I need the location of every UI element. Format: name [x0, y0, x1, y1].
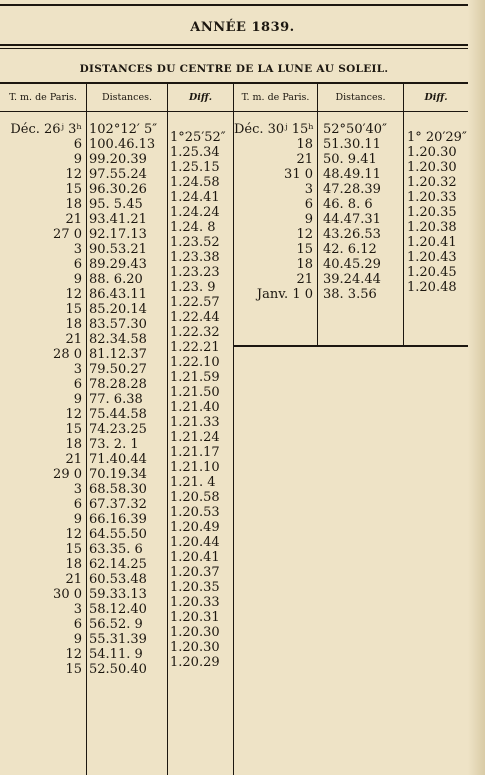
- left-distance-cell: 73. 2. 1: [89, 437, 139, 452]
- left-distance-cell: 85.20.14: [89, 302, 147, 317]
- left-diff-cell: 1.21.10: [170, 460, 220, 475]
- left-diff-cell: 1.21.33: [170, 415, 220, 430]
- left-distance-cell: 75.44.58: [89, 407, 147, 422]
- left-diff-cell: 1.22.57: [170, 295, 220, 310]
- right-diff-cell: 1.20.41: [407, 235, 457, 250]
- right-diff-cell: 1.20.48: [407, 280, 457, 295]
- right-time-cell: 12: [296, 227, 313, 242]
- left-distance-cell: 71.40.44: [89, 452, 147, 467]
- left-distance-cell: 100.46.13: [89, 137, 156, 152]
- left-distance-cell: 93.41.21: [89, 212, 147, 227]
- left-time-header: T. m. de Paris.: [9, 92, 77, 103]
- right-time-cell: 18: [296, 137, 313, 152]
- left-time-cell: 3: [73, 602, 82, 617]
- left-time-cell: 3: [73, 362, 82, 377]
- left-diff-cell: 1.20.30: [170, 625, 220, 640]
- left-diff-column: [167, 130, 233, 685]
- left-time-cell: 12: [65, 167, 82, 182]
- right-time-cell: 21: [296, 152, 313, 167]
- right-time-cell: 3: [304, 182, 313, 197]
- left-time-cell: 9: [73, 632, 82, 647]
- left-time-cell: 6: [73, 377, 82, 392]
- left-distance-cell: 66.16.39: [89, 512, 147, 527]
- right-diff-cell: 1.20.43: [407, 250, 457, 265]
- left-diff-cell: 1.20.37: [170, 565, 220, 580]
- left-time-cell: 15: [65, 422, 82, 437]
- right-diff-cell: 1.20.33: [407, 190, 457, 205]
- left-diff-cell: 1.21.40: [170, 400, 220, 415]
- left-diff-cell: 1.23. 9: [170, 280, 216, 295]
- left-diff-cell: 1.20.58: [170, 490, 220, 505]
- left-time-cell: 15: [65, 542, 82, 557]
- left-diff-cell: 1.22.44: [170, 310, 220, 325]
- left-time-cell: 18: [65, 317, 82, 332]
- right-time-cell: 9: [304, 212, 313, 227]
- left-diff-cell: 1.23.38: [170, 250, 220, 265]
- left-distance-cell: 55.31.39: [89, 632, 147, 647]
- right-diff-cell: 1.20.30: [407, 160, 457, 175]
- left-time-cell: 12: [65, 647, 82, 662]
- title-rule-thick: [0, 44, 468, 46]
- left-distance-cell: 70.19.34: [89, 467, 147, 482]
- right-distance-cell: 50. 9.41: [323, 152, 377, 167]
- right-distance-cell: 47.28.39: [323, 182, 381, 197]
- left-diff-cell: 1.20.44: [170, 535, 220, 550]
- left-distance-cell: 102°12′ 5″: [89, 122, 158, 137]
- left-distance-cell: 81.12.37: [89, 347, 147, 362]
- right-time-column: [234, 122, 313, 302]
- header-rule-top: [0, 82, 468, 84]
- header-rule-bottom: [0, 111, 468, 112]
- left-diff-cell: 1.20.31: [170, 610, 220, 625]
- right-time-cell: 6: [304, 197, 313, 212]
- left-diff-cell: 1°25′52″: [170, 130, 226, 145]
- left-time-cell: 21: [65, 452, 82, 467]
- left-distance-cell: 58.12.40: [89, 602, 147, 617]
- left-diff-cell: 1.25.15: [170, 160, 220, 175]
- left-time-cell: 9: [73, 272, 82, 287]
- left-distance-cell: 86.43.11: [89, 287, 147, 302]
- left-diff-cell: 1.20.41: [170, 550, 220, 565]
- left-time-cell: 9: [73, 392, 82, 407]
- right-diff-header: Diff.: [424, 92, 448, 103]
- left-distance-cell: 97.55.24: [89, 167, 147, 182]
- left-diff-cell: 1.23.52: [170, 235, 220, 250]
- left-diff-cell: 1.20.35: [170, 580, 220, 595]
- left-distance-cell: 67.37.32: [89, 497, 147, 512]
- bleed-through-texture: [240, 345, 468, 775]
- left-distance-cell: 96.30.26: [89, 182, 147, 197]
- left-distance-cell: 89.29.43: [89, 257, 147, 272]
- left-distance-cell: 62.14.25: [89, 557, 147, 572]
- right-time-cell: 18: [296, 257, 313, 272]
- right-distance-header: Distances.: [335, 92, 386, 103]
- left-time-cell: 12: [65, 527, 82, 542]
- left-diff-cell: 1.24. 8: [170, 220, 216, 235]
- right-time-cell: Déc. 30ʲ 15ʰ: [234, 122, 314, 137]
- left-diff-cell: 1.20.30: [170, 640, 220, 655]
- right-distance-cell: 39.24.44: [323, 272, 381, 287]
- right-diff-cell: 1.20.30: [407, 145, 457, 160]
- right-diff-cell: 1.20.35: [407, 205, 457, 220]
- left-distance-cell: 68.58.30: [89, 482, 147, 497]
- left-distance-cell: 64.55.50: [89, 527, 147, 542]
- right-distance-cell: 46. 8. 6: [323, 197, 373, 212]
- left-distance-cell: 56.52. 9: [89, 617, 143, 632]
- left-diff-cell: 1.22.21: [170, 340, 220, 355]
- left-time-cell: Déc. 26ʲ 3ʰ: [10, 122, 82, 137]
- left-distance-cell: 63.35. 6: [89, 542, 143, 557]
- left-diff-cell: 1.23.23: [170, 265, 220, 280]
- left-distance-cell: 74.23.25: [89, 422, 147, 437]
- left-time-cell: 6: [73, 497, 82, 512]
- top-rule: [0, 4, 468, 6]
- right-distance-cell: 51.30.11: [323, 137, 381, 152]
- right-distance-column: [317, 122, 403, 302]
- left-distance-cell: 78.28.28: [89, 377, 147, 392]
- left-time-column: [0, 122, 82, 677]
- left-diff-cell: 1.24.24: [170, 205, 220, 220]
- right-time-header: T. m. de Paris.: [241, 92, 310, 103]
- left-time-cell: 29 0: [53, 467, 82, 482]
- left-time-cell: 3: [73, 482, 82, 497]
- left-diff-cell: 1.24.41: [170, 190, 220, 205]
- left-distance-cell: 95. 5.45: [89, 197, 143, 212]
- left-time-cell: 12: [65, 287, 82, 302]
- left-distance-cell: 54.11. 9: [89, 647, 143, 662]
- right-diff-cell: 1° 20′29″: [407, 130, 467, 145]
- right-diff-cell: 1.20.32: [407, 175, 457, 190]
- right-distance-cell: 52°50′40″: [323, 122, 387, 137]
- left-time-cell: 18: [65, 197, 82, 212]
- right-diff-cell: 1.20.38: [407, 220, 457, 235]
- right-time-cell: 15: [296, 242, 313, 257]
- left-distance-cell: 99.20.39: [89, 152, 147, 167]
- left-time-cell: 21: [65, 572, 82, 587]
- left-time-cell: 15: [65, 662, 82, 677]
- left-diff-cell: 1.22.10: [170, 355, 220, 370]
- left-diff-cell: 1.21.50: [170, 385, 220, 400]
- left-distance-header: Distances.: [102, 92, 152, 103]
- right-distance-cell: 48.49.11: [323, 167, 381, 182]
- left-diff-cell: 1.20.33: [170, 595, 220, 610]
- left-diff-cell: 1.20.29: [170, 655, 220, 670]
- left-diff-cell: 1.25.34: [170, 145, 220, 160]
- left-diff-cell: 1.21.59: [170, 370, 220, 385]
- right-distance-cell: 44.47.31: [323, 212, 381, 227]
- left-time-cell: 21: [65, 332, 82, 347]
- left-diff-cell: 1.21.17: [170, 445, 220, 460]
- left-time-cell: 15: [65, 302, 82, 317]
- left-diff-cell: 1.21. 4: [170, 475, 216, 490]
- left-distance-cell: 77. 6.38: [89, 392, 143, 407]
- left-diff-cell: 1.20.53: [170, 505, 220, 520]
- left-distance-cell: 59.33.13: [89, 587, 147, 602]
- title-rule-thin: [0, 48, 468, 49]
- right-diff-cell: 1.20.45: [407, 265, 457, 280]
- left-distance-cell: 92.17.13: [89, 227, 147, 242]
- left-time-cell: 9: [73, 152, 82, 167]
- left-time-cell: 21: [65, 212, 82, 227]
- left-time-cell: 3: [73, 242, 82, 257]
- right-distance-cell: 43.26.53: [323, 227, 381, 242]
- left-distance-cell: 83.57.30: [89, 317, 147, 332]
- right-distance-cell: 40.45.29: [323, 257, 381, 272]
- left-time-cell: 30 0: [53, 587, 82, 602]
- left-time-cell: 18: [65, 557, 82, 572]
- left-distance-cell: 52.50.40: [89, 662, 147, 677]
- left-distance-cell: 90.53.21: [89, 242, 147, 257]
- left-distance-cell: 82.34.58: [89, 332, 147, 347]
- left-time-cell: 18: [65, 437, 82, 452]
- left-diff-header: Diff.: [188, 92, 212, 103]
- left-diff-cell: [167, 670, 233, 685]
- left-time-cell: 6: [73, 137, 82, 152]
- right-diff-cell: [403, 295, 468, 310]
- right-time-cell: 31 0: [284, 167, 313, 182]
- left-time-cell: 9: [73, 512, 82, 527]
- page-edge-shadow: [468, 0, 485, 775]
- left-diff-cell: 1.21.24: [170, 430, 220, 445]
- left-distance-cell: 60.53.48: [89, 572, 147, 587]
- left-time-cell: 6: [73, 257, 82, 272]
- left-time-cell: 15: [65, 182, 82, 197]
- right-diff-column: [403, 130, 468, 310]
- right-distance-cell: 38. 3.56: [323, 287, 377, 302]
- left-time-cell: 6: [73, 617, 82, 632]
- table-title: DISTANCES DU CENTRE DE LA LUNE AU SOLEIL.: [79, 63, 389, 75]
- left-time-cell: 27 0: [53, 227, 82, 242]
- left-diff-cell: 1.24.58: [170, 175, 220, 190]
- right-time-cell: Janv. 1 0: [256, 287, 313, 302]
- left-distance-column: [86, 122, 166, 677]
- left-diff-cell: 1.22.32: [170, 325, 220, 340]
- left-distance-cell: 88. 6.20: [89, 272, 143, 287]
- left-distance-cell: 79.50.27: [89, 362, 147, 377]
- left-time-cell: 12: [65, 407, 82, 422]
- left-diff-cell: 1.20.49: [170, 520, 220, 535]
- right-time-cell: 21: [296, 272, 313, 287]
- year-title: ANNÉE 1839.: [190, 20, 295, 35]
- right-distance-cell: 42. 6.12: [323, 242, 377, 257]
- left-time-cell: 28 0: [53, 347, 82, 362]
